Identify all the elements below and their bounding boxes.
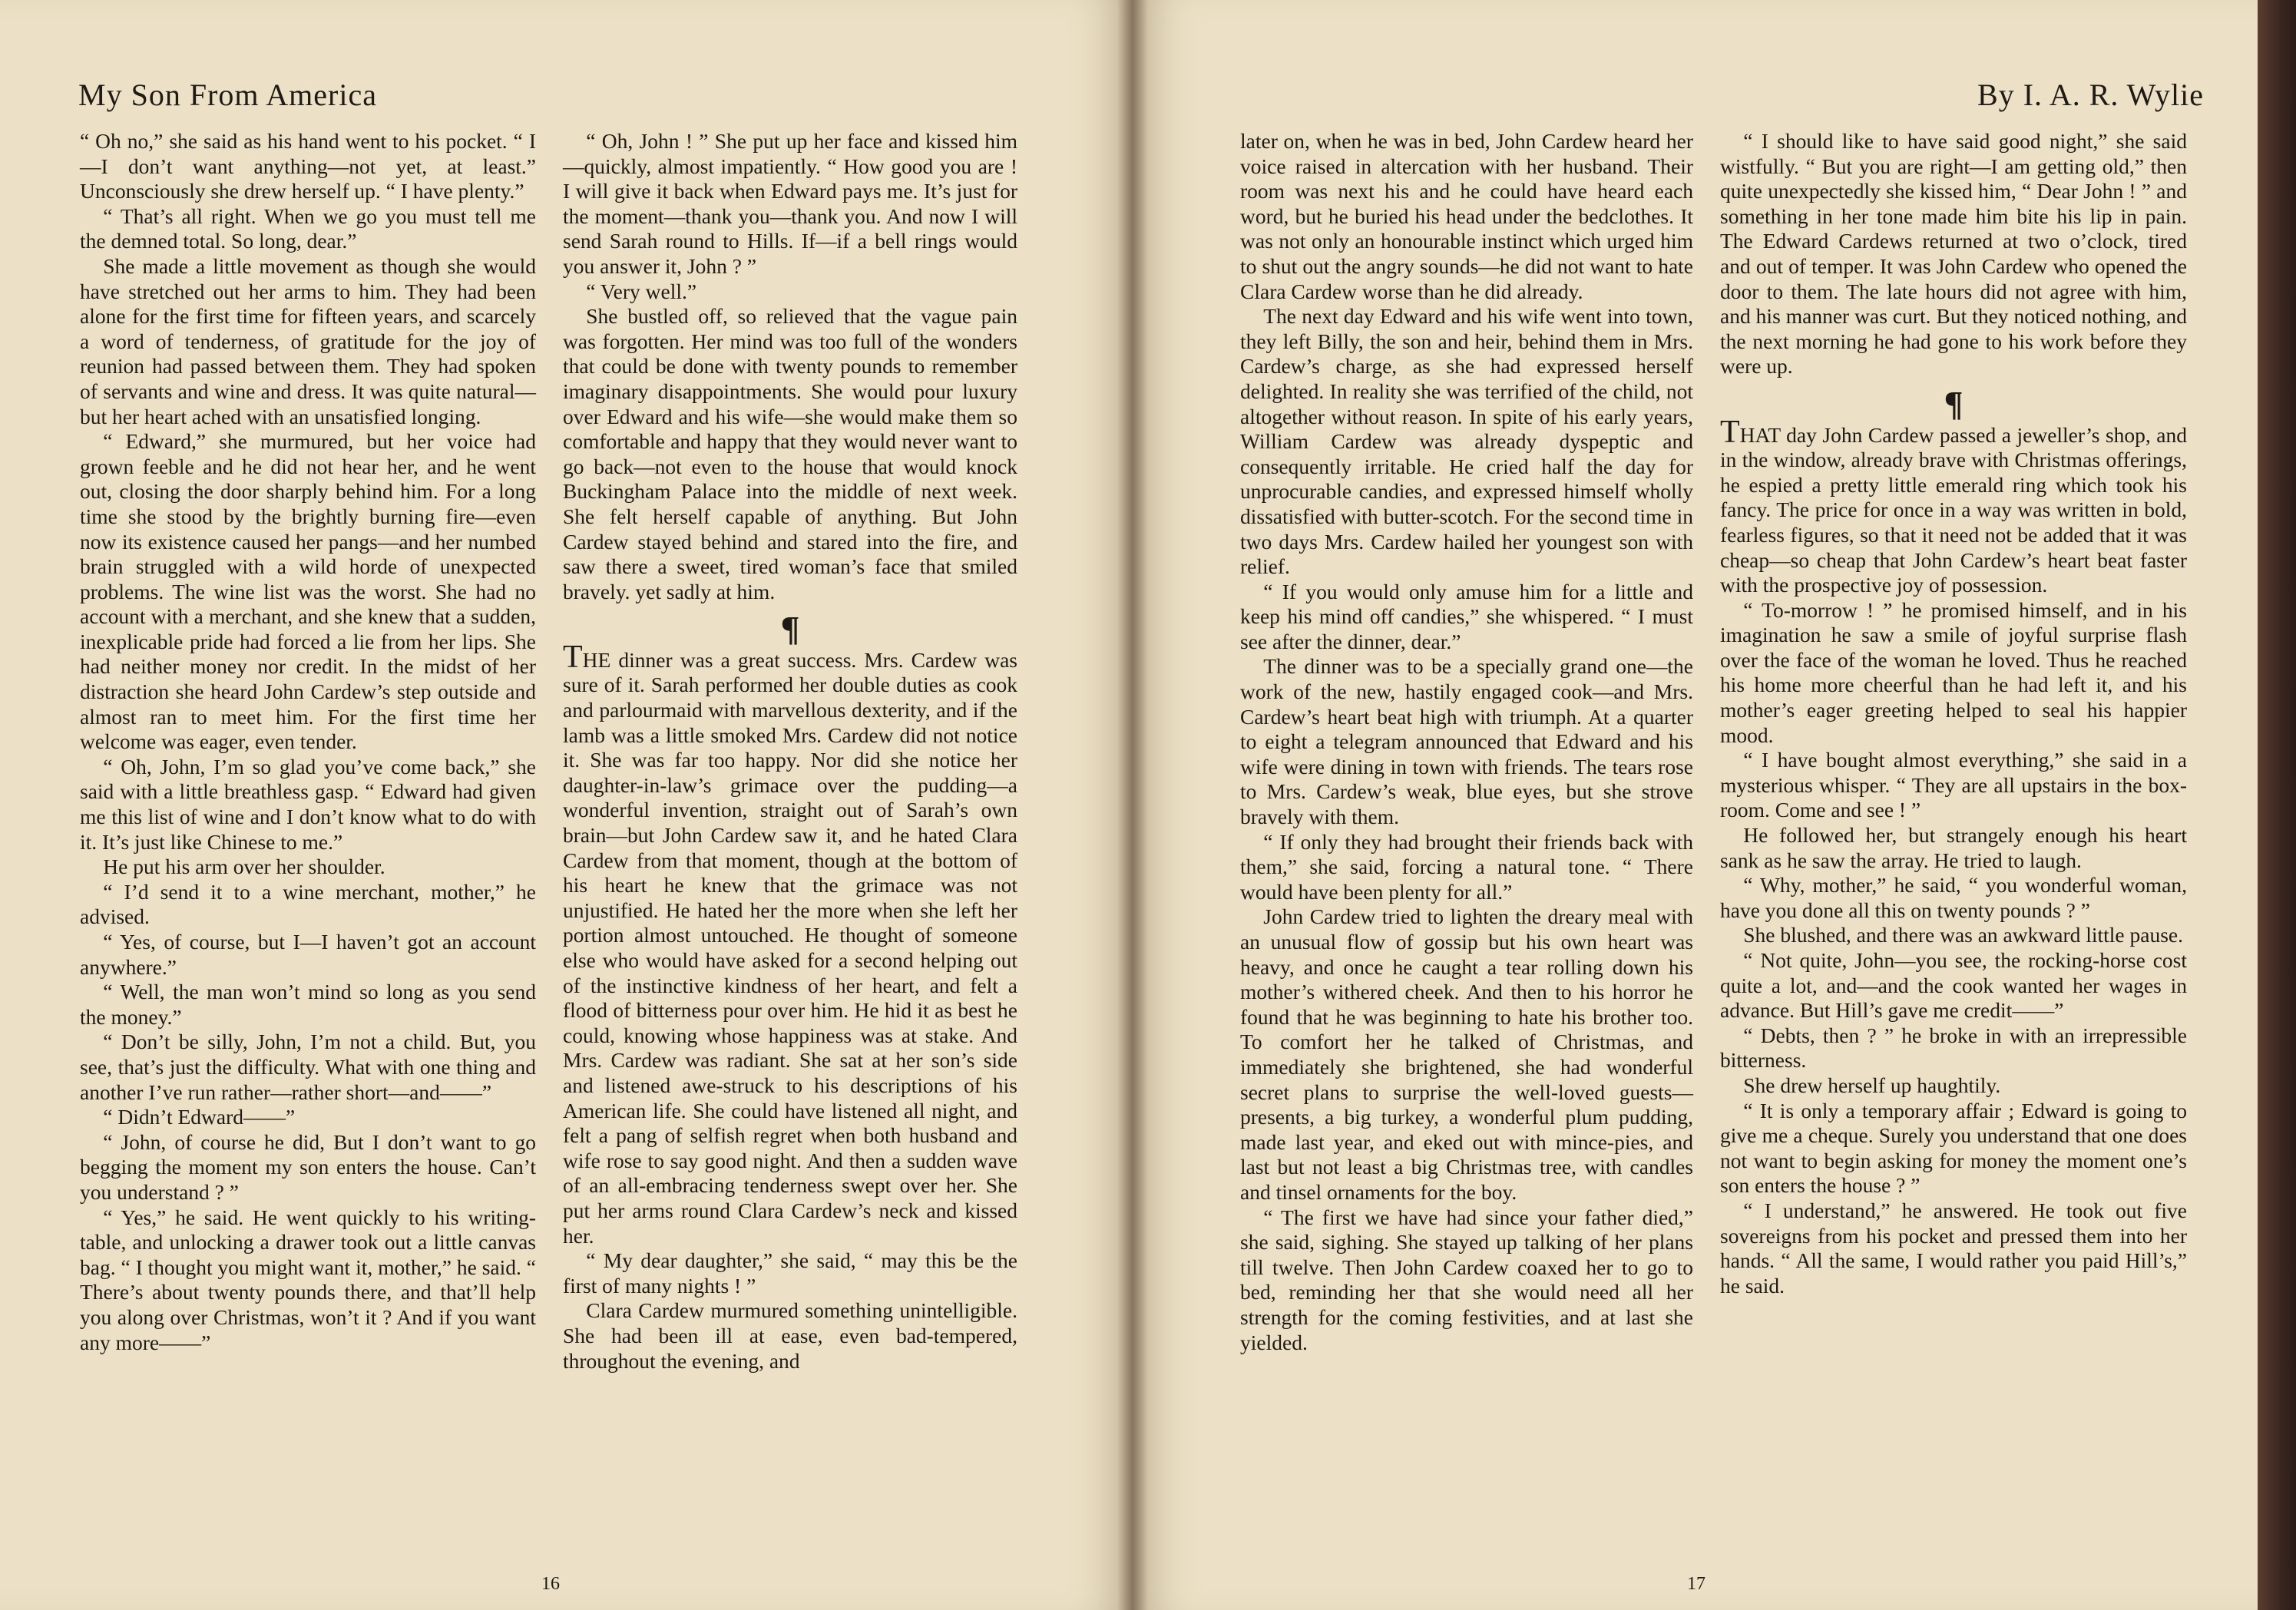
paragraph: “ Well, the man won’t mind so long as you send the money.”	[80, 980, 536, 1029]
paragraph: She drew herself up haughtily.	[1743, 1073, 2001, 1097]
paragraph-with-dropcap	[1720, 414, 2187, 598]
paragraph: She bustled off, so relieved that the vague pain was forgotten. Her mind was too full of the wonders that could be done with twenty pounds to remember imaginary disappointments. She would pour luxury over Edward and his wife—she would make them so comfortable and happy that they would never want to go back—not even to the house that would knock Buckingham Palace into the middle of next week. She felt herself capable of anything. But John Cardew stayed behind and stared into the fire, and saw there a sweet, tired woman’s face that smiled bravely. yet sadly at him.	[563, 304, 1017, 603]
paragraph: “ If you would only amuse him for a little and keep his mind off candies,” she whispered. “ I must see after the dinner, dear.”	[1240, 579, 1693, 653]
book-gutter	[1117, 0, 1148, 1610]
right-page	[1133, 0, 2258, 1610]
paragraph: The next day Edward and his wife went into town, they left Billy, the son and heir, behind them in Mrs. Cardew’s charge, as she had expressed herself delighted. In reality she was terrified of the child, not altogether without reason. In spite of his early years, William Cardew was already dyspeptic and consequently irritable. He cried half the day for unprocurable candies, and expressed himself wholly dissatisfied with butter-scotch. For the second time in two days Mrs. Cardew hailed her youngest son with relief.	[1240, 304, 1693, 579]
paragraph: “ I’d send it to a wine merchant, mother,” he advised.	[80, 879, 536, 929]
paragraph: “ I should like to have said good night,” she said wistfully. “ But you are right—I am getting old,” then quite unexpectedly she kissed him, “ Dear John ! ” and something in her tone made him bite his lip in pain. The Edward Cardews returned at two o’clock, tired and out of temper. It was John Cardew who opened the door to them. The late hours did not agree with him, and his manner was curt. But they noticed nothing, and the next morning he had gone to his work before they were up.	[1720, 129, 2187, 379]
paragraph: “ Edward,” she murmured, but her voice had grown feeble and he did not hear her, and he went out, closing the door sharply behind him. For a long time she stood by the brightly burning fire—even now its existence caused her pangs—and her numbed brain struggled with a wild horde of unexpected problems. The wine list was the worst. She had no account with a merchant, and she knew that a sudden, inexplicable pride had forced a lie from her lips. She had neither money nor credit. In the midst of her distraction she heard John Cardew’s step outside and almost ran to meet him. For the first time her welcome was eager, even tender.	[80, 429, 536, 754]
paragraph: “ My dear daughter,” she said, “ may this be the first of many nights ! ”	[563, 1248, 1017, 1298]
drop-cap: T	[1720, 414, 1740, 450]
paragraph: “ Very well.”	[586, 279, 697, 303]
page-number: 16	[541, 1574, 560, 1594]
running-head-title: My Son From America	[78, 78, 377, 112]
section-break-pilcrow: ¶	[1944, 383, 1964, 423]
paragraph: “ It is only a temporary affair ; Edward is going to give me a cheque. Surely you understand that one does not want to begin asking for money the moment one’s son enters the house ? ”	[1720, 1098, 2187, 1198]
paragraph: “ Don’t be silly, John, I’m not a child. But, you see, that’s just the difficulty. What with one thing and another I’ve run rather—rather short—and——”	[80, 1030, 536, 1104]
paragraph: “ I understand,” he answered. He took out five sovereigns from his pocket and pressed them into her hands. “ All the same, I would rather you paid Hill’s,” he said.	[1720, 1198, 2187, 1298]
right-column-2	[1720, 129, 2187, 1298]
paragraph: “ To-morrow ! ” he promised himself, and in his imagination he saw a smile of joyful surprise flash over the face of the woman he loved. Thus he reached his home more cheerful than he had left it, and his mother’s eager greeting helped to seal his happier mood.	[1720, 597, 2187, 747]
paragraph: “ Didn’t Edward——”	[103, 1105, 296, 1129]
left-column-1	[80, 129, 536, 1355]
paragraph: later on, when he was in bed, John Cardew heard her voice raised in altercation with her husband. Their room was next his and he could have heard each word, but he buried his head under the bedclothes. It was not only an honourable instinct which urged him to shut out the angry sounds—he did not want to hate Clara Cardew worse than he did already.	[1240, 129, 1693, 303]
paragraph: “ That’s all right. When we go you must tell me the demned total. So long, dear.”	[80, 203, 536, 253]
paragraph: She blushed, and there was an awkward little pause.	[1743, 923, 2183, 947]
paragraph: “ John, of course he did, But I don’t want to go begging the moment my son enters the house. Can’t you understand ? ”	[80, 1129, 536, 1204]
paragraph: The dinner was to be a specially grand one—the work of the new, hastily engaged cook—and Mrs. Cardew’s heart beat high with triumph. At a quarter to eight a telegram announced that Edward and his wife were dining in town with friends. The tears rose to Mrs. Cardew’s weak, blue eyes, but she strove bravely with them.	[1240, 654, 1693, 829]
paragraph-text: HE dinner was a great success. Mrs. Cardew was sure of it. Sarah performed her double duties as cook and parlourmaid with marvellous dexterity, and if the lamb was a little smoked Mrs. Cardew did not notice it. She was far too happy. Nor did she notice her daughter-in-law’s grimace over the pudding—a wonderful invention, straight out of Sarah’s own brain—but John Cardew saw it, and he hated Clara Cardew from that moment, though at the bottom of his heart he knew that the grimace was not unjustified. He hated her the more when she left her portion almost untouched. He thought of someone else who would have asked for a second helping out of the instinctive kindness of her heart, and felt a flood of bitterness pour over him. He hid it as best he could, knowing whose happiness was at stake. And Mrs. Cardew was radiant. She sat at her son’s side and listened awe-struck to his descriptions of his American life. She could have listened all night, and felt a pang of selfish regret when both husband and wife rose to say good night. And then a sudden wave of an all-embracing tenderness swept over her. She put her arms round Clara Cardew’s neck and kissed her.	[563, 647, 1017, 1248]
paragraph: “ Oh no,” she said as his hand went to his pocket. “ I—I don’t want anything—not yet, at least.” Unconsciously she drew herself up. “ I have plenty.”	[80, 129, 536, 203]
paragraph: “ Oh, John, I’m so glad you’ve come back,” she said with a little breathless gasp. “ Edward had given me this list of wine and I don’t know what to do with it. It’s just like Chinese to me.”	[80, 754, 536, 854]
paragraph: She made a little movement as though she would have stretched out her arms to him. They had been alone for the first time for fifteen years, and scarcely a word of tenderness, of gratitude for the joy of reunion had passed between them. They had spoken of servants and wine and dress. It was quite natural—but her heart ached with an unsatisfied longing.	[80, 253, 536, 428]
paragraph: “ I have bought almost everything,” she said in a mysterious whisper. “ They are all upstairs in the box-room. Come and see ! ”	[1720, 748, 2187, 822]
paragraph: “ Yes, of course, but I—I haven’t got an account anywhere.”	[80, 930, 536, 979]
paragraph: He put his arm over her shoulder.	[103, 855, 385, 879]
right-column-1	[1240, 129, 1693, 1355]
paragraph: He followed her, but strangely enough his heart sank as he saw the array. He tried to laugh.	[1720, 823, 2187, 872]
section-break-pilcrow: ¶	[780, 609, 800, 649]
left-column-2	[563, 129, 1017, 1374]
page-number: 17	[1687, 1574, 1705, 1594]
paragraph: “ Yes,” he said. He went quickly to his writing-table, and unlocking a drawer took out a little canvas bag. “ I thought you might want it, mother,” he said. “ There’s about twenty pounds there, and that’ll help you along over Christmas, won’t it ? And if you want any more——”	[80, 1205, 536, 1354]
paragraph: “ Not quite, John—you see, the rocking-horse cost quite a lot, and—and the cook wanted her wages in advance. But Hill’s gave me credit——”	[1720, 948, 2187, 1023]
paragraph: Clara Cardew murmured something unintelligible. She had been ill at ease, even bad-tempered, throughout the evening, and	[563, 1298, 1017, 1373]
paragraph-with-dropcap	[563, 639, 1017, 1248]
paragraph-text: HAT day John Cardew passed a jeweller’s shop, and in the window, already brave with Christmas offerings, he espied a pretty little emerald ring which took his fancy. The price for once in a way was written in bold, fearless figures, so that it need not be added that it was cheap—so cheap that John Cardew’s heart beat faster with the prospective joy of possession.	[1720, 422, 2187, 597]
drop-cap: T	[563, 639, 583, 675]
paragraph: “ Why, mother,” he said, “ you wonderful woman, have you done all this on twenty pounds ? ”	[1720, 873, 2187, 922]
paragraph: “ If only they had brought their friends back with them,” she said, forcing a natural tone. “ There would have been plenty for all.”	[1240, 829, 1693, 904]
left-page	[0, 0, 1133, 1610]
running-head-author: By I. A. R. Wylie	[1977, 78, 2204, 112]
book-page-edges	[2258, 0, 2296, 1610]
paragraph: “ The first we have had since your father died,” she said, sighing. She stayed up talking of her plans till twelve. Then John Cardew coaxed her to go to bed, reminding her that she would need all her strength for the coming festivities, and at last she yielded.	[1240, 1205, 1693, 1354]
paragraph: John Cardew tried to lighten the dreary meal with an unusual flow of gossip but his own heart was heavy, and once he caught a tear rolling down his mother’s withered cheek. And then to his horror he found that he was beginning to hate his brother too. To comfort her he talked of Christmas, and immediately she brightened, she had wonderful secret plans to surprise the well-loved guests—presents, a big turkey, a wonderful plum pudding, made last year, and eked out with mince-pies, and last but not least a big Christmas tree, with candles and tinsel ornaments for the boy.	[1240, 904, 1693, 1204]
paragraph: “ Debts, then ? ” he broke in with an irrepressible bitterness.	[1720, 1023, 2187, 1073]
paragraph: “ Oh, John ! ” She put up her face and kissed him—quickly, almost impatiently. “ How good you are ! I will give it back when Edward pays me. It’s just for the moment—thank you—thank you. And now I will send Sarah round to Hills. If—if a bell rings would you answer it, John ? ”	[563, 129, 1017, 278]
